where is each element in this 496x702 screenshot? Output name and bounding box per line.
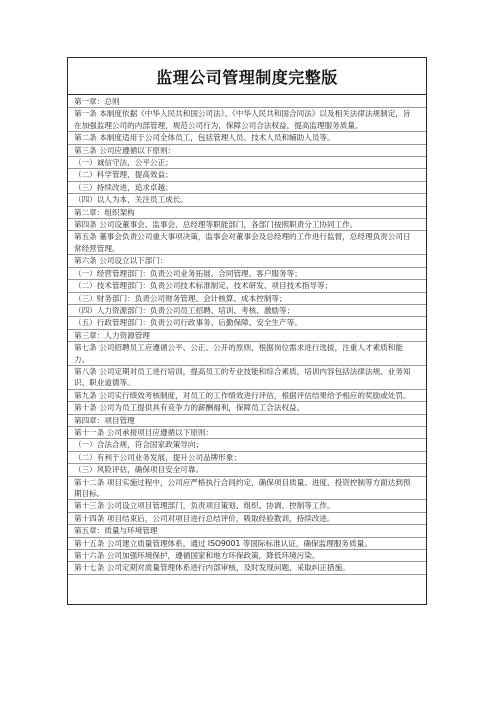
- document-line: （一）合法合规，符合国家政策导向；: [68, 439, 426, 451]
- document-line: 第十七条 公司定期对质量管理体系进行内部审核，及时发现问题，采取纠正措施。: [68, 562, 426, 574]
- title-row: [68, 58, 426, 95]
- document-line: 第一章：总则: [68, 95, 426, 108]
- document-line: 第十三条 公司设立项目管理部门，负责项目策划、组织、协调、控制等工作。: [68, 500, 426, 512]
- document-line: （三）风险评估，确保项目安全可靠。: [68, 464, 426, 476]
- document-line: （二）技术管理部门：负责公司技术标准制定、技术研发、项目技术指导等；: [68, 280, 426, 292]
- document-line: （三）财务部门：负责公司财务管理、会计核算、成本控制等；: [68, 293, 426, 305]
- document-line: （二）科学管理，提高效益；: [68, 169, 426, 181]
- document-line: （一）经营管理部门：负责公司业务拓展、合同管理、客户服务等；: [68, 268, 426, 280]
- document-line: 第七条 公司招聘员工应遵循公平、公正、公开的原则，根据岗位需求进行选拔，注重人才素质和能力。: [68, 342, 426, 366]
- document-line: 第一条 本制度依据《中华人民共和国公司法》、《中华人民共和国合同法》以及相关法律法规制定，旨在加强监理公司的内部管理，规范公司行为，保障公司合法权益，提高监理服务质量。: [68, 108, 426, 132]
- document-line: 第十条 公司为员工提供具有竞争力的薪酬福利，保障员工合法权益。: [68, 402, 426, 414]
- document-line: 第九条 公司实行绩效考核制度，对员工的工作绩效进行评估，根据评估结果给予相应的奖励或处罚。: [68, 390, 426, 402]
- document-line: 第十四条 项目结束后，公司对项目进行总结评价，吸取经验教训，持续改进。: [68, 513, 426, 525]
- document-line: （三）持续改进，追求卓越；: [68, 182, 426, 194]
- document-line: 第十二条 项目实施过程中，公司应严格执行合同约定，确保项目质量、进度、投资控制等方面达到预期目标。: [68, 477, 426, 501]
- document-line: 第五章：质量与环境管理: [68, 525, 426, 537]
- document-line: 第十六条 公司加强环境保护，遵循国家和地方环保政策，降低环境污染。: [68, 550, 426, 562]
- document-line: 第四章：项目管理: [68, 415, 426, 427]
- document-line: 第十一条 公司承接项目应遵循以下原则：: [68, 427, 426, 439]
- document-line: 第十五条 公司建立质量管理体系，通过 ISO9001 等国际标准认证，确保监理服务质量。: [68, 538, 426, 550]
- document-line: （一）诚信守法，公平公正；: [68, 157, 426, 169]
- document-line: 第六条 公司设立以下部门：: [68, 255, 426, 267]
- document-line: 第二章：组织架构: [68, 207, 426, 219]
- document-line: （四）以人为本，关注员工成长。: [68, 194, 426, 206]
- document-title: 监理公司管理制度完整版: [156, 67, 338, 87]
- document-body: [68, 95, 426, 575]
- document-line: 第三章：人力资源管理: [68, 330, 426, 342]
- document-line: 第三条 公司应遵循以下原则：: [68, 145, 426, 157]
- document-line: 第二条 本制度适用于公司全体员工，包括管理人员、技术人员和辅助人员等。: [68, 132, 426, 144]
- document-line: 第八条 公司定期对员工进行培训，提高员工的专业技能和综合素质，培训内容包括法律法规、业务知识、职业道德等。: [68, 366, 426, 390]
- document-table: [67, 57, 427, 605]
- document-line: 第五条 董事会负责公司重大事项决策，监事会对董事会及总经理的工作进行监督，总经理负责公司日常经营管理。: [68, 231, 426, 255]
- document-line: （二）有利于公司业务发展，提升公司品牌形象；: [68, 452, 426, 464]
- document-line: （四）人力资源部门：负责公司员工招聘、培训、考核、激励等；: [68, 305, 426, 317]
- document-line: （五）行政管理部门：负责公司行政事务、后勤保障、安全生产等。: [68, 317, 426, 329]
- document-line: 第四条 公司设董事会、监事会、总经理等职能部门，各部门按照职责分工协同工作。: [68, 219, 426, 231]
